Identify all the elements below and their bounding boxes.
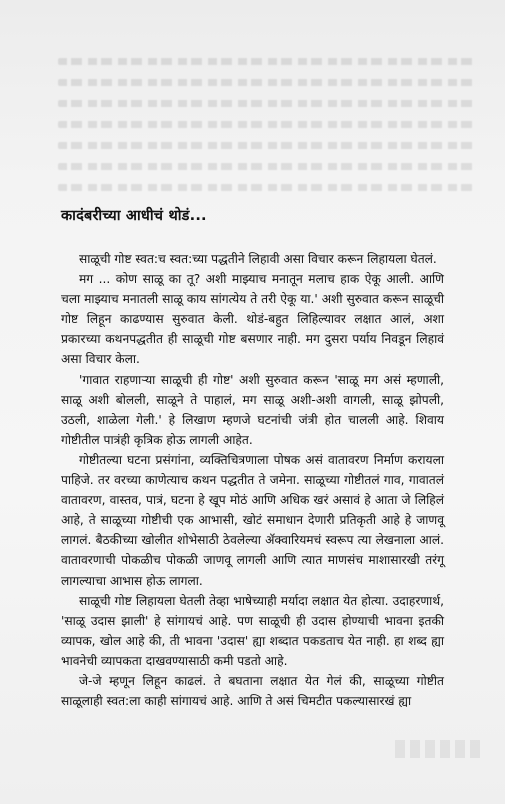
paragraph-1: साळूची गोष्ट स्वत:च स्वत:च्या पद्धतीने लिहावी असा विचार करून लिहायला घेतलं. — [79, 252, 437, 266]
show-through-smudge — [395, 740, 480, 758]
paragraph-2: मग ... कोण साळू का तू? अशी माझ्याच मनातून मलाच हाक ऐकू आली. आणि चला माझ्याच मनातली साळू काय सांगत्येय ते तरी ऐकू या.' अशी सुरुवात करून साळूची गोष्ट लिहून काढण्यास सुरुवात केली. थोडं-बहुत लिहिल्यावर लक्षात आलं, अशा प्रकारच्या कथनपद्धतीत ही साळूची गोष्ट बसणार नाही. मग दुसरा पर्याय निवडून लिहावं असा विचार केला. — [61, 272, 444, 367]
paragraph-6: जे-जे म्हणून लिहून काढलं. ते बघताना लक्षात येत गेलं की, साळूच्या गोष्टीत साळूलाही स्वत:ला काही सांगायचं आहे. आणि ते असं चिमटीत पकल्यासारखं ह्या — [61, 673, 444, 709]
paragraph-3: 'गावात राहणाऱ्या साळूची ही गोष्ट' अशी सुरुवात करून 'साळू मग असं म्हणाली, साळू अशी बोलली, साळूने ते पाहालं, मग साळू अशी-अशी वागली, साळू झोपली, उठली, शाळेला गेली.' हे लिखाण म्हणजे घटनांची जंत्री होत चालली आहे. शिवाय गोष्टीतील पात्रंही कृत्रिक होऊ लागली आहेत. — [61, 372, 444, 447]
show-through-text — [58, 58, 478, 208]
body-text — [61, 249, 444, 711]
paragraph-5: साळूची गोष्ट लिहायला घेतली तेव्हा भाषेच्याही मर्यादा लक्षात येत होत्या. उदाहरणार्थ, 'साळू उदास झाली' हे सांगायचं आहे. पण साळूची ही उदास होण्याची भावना इतकी व्यापक, खोल आहे की, ती भावना 'उदास' ह्या शब्दात पकडताच येत नाही. हा शब्द ह्या भावनेची व्यापकता दाखवण्यासाठी कमी पडतो आहे. — [61, 593, 444, 668]
chapter-heading: कादंबरीच्या आधीचं थोडं... — [61, 208, 207, 224]
paragraph-4: गोष्टीतल्या घटना प्रसंगांना, व्यक्तिचित्रणाला पोषक असं वातावरण निर्माण करायला पाहिजे. तर वरच्या काणेत्याच कथन पद्धतीत ते जमेना. साळूच्या गोष्टीतलं गाव, गावातलं वातावरण, वास्तव, पात्रं, घटना हे खूप मोठं आणि अधिक खरं असावं हे आता जे लिहिलं आहे, ते साळूच्या गोष्टीची एक आभासी, खोटं समाधान देणारी प्रतिकृती आहे हे जाणवू लागलं. बैठकीच्या खोलीत शोभेसाठी ठेवलेल्या ॲक्वारियमचं स्वरूप त्या लेखनाला आलं. वातावरणाची पोकळीच पोकळी जाणवू लागली आणि त्यात माणसंच माशासारखी तरंगू लागल्याचा आभास होऊ लागला. — [61, 452, 444, 588]
